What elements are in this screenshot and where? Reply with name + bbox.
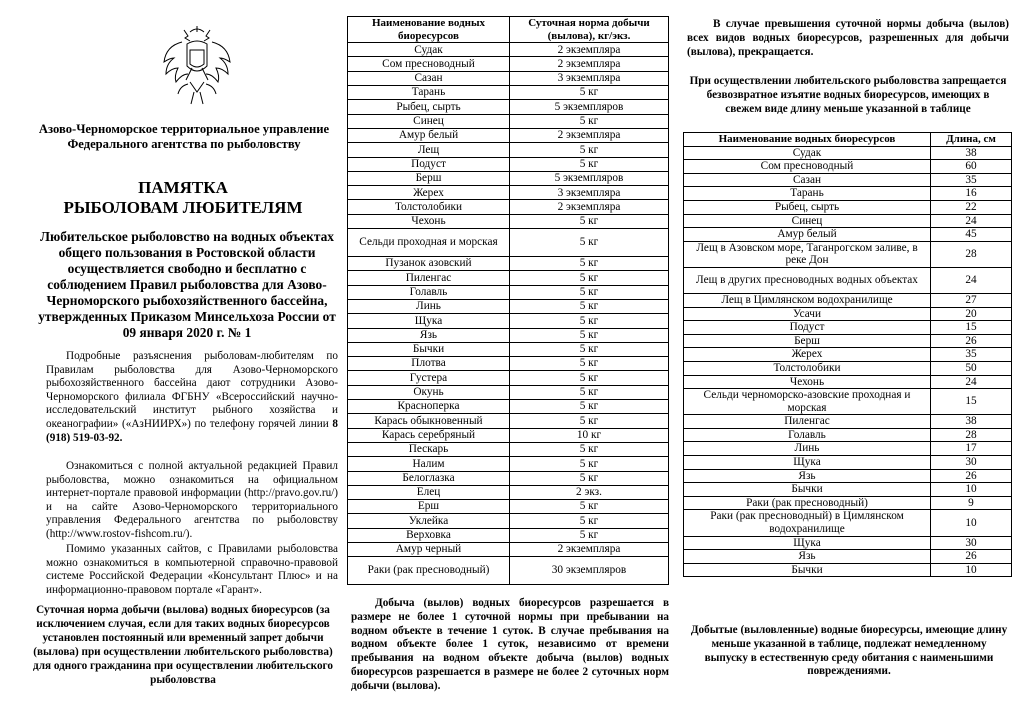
table-row: [348, 471, 669, 485]
value-cell: 10: [931, 510, 1012, 536]
species-cell: Линь: [348, 299, 510, 313]
value-cell: 26: [931, 334, 1012, 348]
species-cell: Судак: [348, 43, 510, 57]
value-cell: 5 кг: [510, 514, 669, 528]
species-cell: Амур белый: [348, 128, 510, 142]
species-cell: Щука: [684, 456, 931, 470]
value-cell: 5 кг: [510, 299, 669, 313]
table-row: [348, 128, 669, 142]
value-cell: 30 экземпляров: [510, 557, 669, 585]
value-cell: 5 кг: [510, 229, 669, 257]
table-row: [684, 200, 1012, 214]
value-cell: 30: [931, 536, 1012, 550]
table-row: [348, 385, 669, 399]
table-row: [684, 469, 1012, 483]
value-cell: 5 кг: [510, 414, 669, 428]
table-row: [348, 342, 669, 356]
species-cell: Голавль: [684, 428, 931, 442]
species-cell: Уклейка: [348, 514, 510, 528]
table-row: [684, 173, 1012, 187]
table-row: [684, 442, 1012, 456]
value-cell: 45: [931, 228, 1012, 242]
value-cell: 10: [931, 563, 1012, 577]
table-row: [348, 542, 669, 556]
table-row: [684, 375, 1012, 389]
table-row: [348, 100, 669, 114]
exceed-paragraph: В случае превышения суточной нормы добыча (вылов) всех видов водных биоресурсов, разрешенных для добычи (вылова), прекращается.: [687, 18, 1009, 58]
value-cell: 5 кг: [510, 385, 669, 399]
value-cell: 5 экземпляров: [510, 171, 669, 185]
min-length-table: [683, 132, 1012, 577]
species-cell: Карась серебряный: [348, 428, 510, 442]
table-row: [348, 400, 669, 414]
table-row: [348, 257, 669, 271]
daily-norm-heading: Суточная норма добычи (вылова) водных биоресурсов (за исключением случая, если для таких водных биоресурсов установлен постоянный или временный запрет добычи (вылова) при осуществлении любительского рыболовства) для одного гражданина при осуществлении любительского рыболовства: [33, 604, 333, 686]
table-row: [348, 114, 669, 128]
value-cell: 24: [931, 214, 1012, 228]
table-row: [684, 214, 1012, 228]
info-text: Подробные разъяснения рыболовам-любителям по Правилам рыболовства для Азово-Черноморского рыбохозяйственного бассейна дают сотрудники Азово-Черноморского филиала ФГБНУ «Всероссийский научно-исследовательский институт рыбного хозяйства и океанографии» («АзНИИРХ») по телефону горячей линии: [46, 350, 338, 430]
species-cell: Сом пресноводный: [348, 57, 510, 71]
species-cell: Подуст: [348, 157, 510, 171]
table-row: [348, 285, 669, 299]
min-size-heading: При осуществлении любительского рыболовства запрещается безвозвратное изъятие водных биоресурсов, имеющих в свежем виде длину меньше указанной в таблице: [689, 75, 1007, 115]
value-cell: 10: [931, 483, 1012, 497]
value-cell: 2 экземпляра: [510, 43, 669, 57]
value-cell: 5 кг: [510, 157, 669, 171]
table-row: [684, 389, 1012, 415]
value-cell: 5 кг: [510, 371, 669, 385]
organization-name: Азово-Черноморское территориальное управление Федерального агентства по рыболовству: [38, 122, 330, 151]
species-cell: Толстолобики: [684, 361, 931, 375]
table-row: [348, 514, 669, 528]
value-cell: 2 экземпляра: [510, 200, 669, 214]
table-row: [684, 415, 1012, 429]
table-row: [684, 496, 1012, 510]
table-row: [348, 71, 669, 85]
table-row: [348, 371, 669, 385]
table-row: [348, 200, 669, 214]
value-cell: 28: [931, 428, 1012, 442]
species-cell: Лещ в Цимлянском водохранилище: [684, 293, 931, 307]
value-cell: 3 экземпляра: [510, 186, 669, 200]
species-cell: Рыбец, сырть: [348, 100, 510, 114]
value-cell: 5 кг: [510, 471, 669, 485]
species-cell: Пузанок азовский: [348, 257, 510, 271]
rules-sources-paragraph: Ознакомиться с полной актуальной редакцией Правил рыболовства, можно ознакомиться на официальном интернет-портале правовой информации (http://pravo.gov.ru/) и на сайте Азово-Черноморского территориального управления Федерального агентства по рыболовству (http://www.rostov-fishcom.ru/).: [46, 460, 338, 540]
release-paragraph: Добытые (выловленные) водные биоресурсы, имеющие длину меньше указанной в таблице, подлежат немедленному выпуску в естественную среду обитания с наименьшими повреждениями.: [690, 624, 1008, 678]
value-cell: 3 экземпляра: [510, 71, 669, 85]
species-cell: Язь: [348, 328, 510, 342]
species-cell: Бычки: [684, 563, 931, 577]
value-cell: 16: [931, 187, 1012, 201]
value-cell: 5 экземпляров: [510, 100, 669, 114]
value-cell: 5 кг: [510, 257, 669, 271]
species-cell: Амур белый: [684, 228, 931, 242]
table-row: [348, 57, 669, 71]
legal-systems-paragraph: Помимо указанных сайтов, с Правилами рыболовства можно ознакомиться в компьютерной справочно-правовой системе Российской Федерации «Консультант Плюс» и на информационно-правовом портале «Гарант».: [46, 543, 338, 596]
species-cell: Амур черный: [348, 542, 510, 556]
value-cell: 20: [931, 307, 1012, 321]
species-cell: Щука: [348, 314, 510, 328]
value-cell: 2 экземпляра: [510, 128, 669, 142]
species-cell: Синец: [348, 114, 510, 128]
table-row: [684, 563, 1012, 577]
value-cell: 38: [931, 415, 1012, 429]
value-cell: 5 кг: [510, 86, 669, 100]
value-cell: 5 кг: [510, 271, 669, 285]
species-cell: Плотва: [348, 357, 510, 371]
species-cell: Щука: [684, 536, 931, 550]
species-cell: Берш: [684, 334, 931, 348]
species-cell: Ерш: [348, 500, 510, 514]
species-cell: Рыбец, сырть: [684, 200, 931, 214]
table-row: [684, 293, 1012, 307]
table-row: [684, 267, 1012, 293]
title-line-2: РЫБОЛОВАМ ЛЮБИТЕЛЯМ: [63, 198, 303, 217]
value-cell: 35: [931, 173, 1012, 187]
table-row: [348, 271, 669, 285]
value-cell: 5 кг: [510, 442, 669, 456]
value-cell: 15: [931, 321, 1012, 335]
value-cell: 24: [931, 375, 1012, 389]
table-row: [684, 361, 1012, 375]
column-header-length: Длина, см: [931, 133, 1012, 147]
species-cell: Бычки: [348, 342, 510, 356]
value-cell: 2 экз.: [510, 485, 669, 499]
value-cell: 5 кг: [510, 357, 669, 371]
species-cell: Белоглазка: [348, 471, 510, 485]
species-cell: Лещ: [348, 143, 510, 157]
table-row: [348, 171, 669, 185]
species-cell: Тарань: [684, 187, 931, 201]
value-cell: 5 кг: [510, 285, 669, 299]
value-cell: 60: [931, 160, 1012, 174]
species-cell: Красноперка: [348, 400, 510, 414]
table-row: [348, 43, 669, 57]
species-cell: Сазан: [348, 71, 510, 85]
table-row: [684, 160, 1012, 174]
value-cell: 15: [931, 389, 1012, 415]
table-row: [348, 414, 669, 428]
species-cell: Тарань: [348, 86, 510, 100]
table-row: [684, 428, 1012, 442]
species-cell: Раки (рак пресноводный): [348, 557, 510, 585]
table-row: [348, 86, 669, 100]
table-row: [684, 146, 1012, 160]
species-cell: Сельди проходная и морская: [348, 229, 510, 257]
species-cell: Жерех: [348, 186, 510, 200]
column-header-species: Наименование водных биоресурсов: [348, 17, 510, 43]
species-cell: Судак: [684, 146, 931, 160]
table-row: [684, 334, 1012, 348]
species-cell: Лещ в Азовском море, Таганрогском заливе, в реке Дон: [684, 241, 931, 267]
species-cell: Синец: [684, 214, 931, 228]
species-cell: Лещ в других пресноводных водных объектах: [684, 267, 931, 293]
table-row: [348, 557, 669, 585]
species-cell: Сазан: [684, 173, 931, 187]
title-line-1: ПАМЯТКА: [138, 178, 228, 197]
species-cell: Подуст: [684, 321, 931, 335]
value-cell: 30: [931, 456, 1012, 470]
value-cell: 35: [931, 348, 1012, 362]
table-row: [684, 348, 1012, 362]
table-row: [348, 357, 669, 371]
species-cell: Жерех: [684, 348, 931, 362]
table-row: [348, 528, 669, 542]
table-row: [348, 143, 669, 157]
value-cell: 26: [931, 550, 1012, 564]
value-cell: 50: [931, 361, 1012, 375]
value-cell: 24: [931, 267, 1012, 293]
value-cell: 28: [931, 241, 1012, 267]
table-row: [348, 229, 669, 257]
species-cell: Чехонь: [684, 375, 931, 389]
species-cell: Верховка: [348, 528, 510, 542]
species-cell: Пиленгас: [348, 271, 510, 285]
table-header-row: [348, 17, 669, 43]
value-cell: 5 кг: [510, 328, 669, 342]
value-cell: 5 кг: [510, 500, 669, 514]
species-cell: Сельди черноморско-азовские проходная и морская: [684, 389, 931, 415]
table-row: [348, 500, 669, 514]
table-header-row: [684, 133, 1012, 147]
daily-limit-paragraph: Добыча (вылов) водных биоресурсов разрешается в размере не более 1 суточной нормы при пребывании на водном объекте в течение 1 суток. В случае пребывания на водном объекте более 1 суток, независимо от времени пребывания на водном объекте добыча (вылов) водных биоресурсов разрешается в размере не более 2 суточных норм добычи (вылова).: [351, 597, 669, 692]
coat-of-arms-emblem: [162, 24, 232, 108]
value-cell: 22: [931, 200, 1012, 214]
column-header-species: Наименование водных биоресурсов: [684, 133, 931, 147]
table-row: [348, 442, 669, 456]
table-row: [684, 228, 1012, 242]
species-cell: Пескарь: [348, 442, 510, 456]
table-row: [684, 550, 1012, 564]
table-row: [684, 483, 1012, 497]
value-cell: 5 кг: [510, 457, 669, 471]
table-row: [348, 157, 669, 171]
species-cell: Пиленгас: [684, 415, 931, 429]
species-cell: Окунь: [348, 385, 510, 399]
species-cell: Раки (рак пресноводный) в Цимлянском водохранилище: [684, 510, 931, 536]
value-cell: 5 кг: [510, 314, 669, 328]
table-row: [348, 314, 669, 328]
species-cell: Язь: [684, 550, 931, 564]
table-row: [684, 187, 1012, 201]
table-row: [684, 536, 1012, 550]
table-row: [348, 186, 669, 200]
value-cell: 17: [931, 442, 1012, 456]
table-row: [348, 485, 669, 499]
table-row: [684, 321, 1012, 335]
table-row: [348, 299, 669, 313]
species-cell: Чехонь: [348, 214, 510, 228]
value-cell: 2 экземпляра: [510, 542, 669, 556]
species-cell: Голавль: [348, 285, 510, 299]
column-header-norm: Суточная норма добычи (вылова), кг/экз.: [510, 17, 669, 43]
species-cell: Усачи: [684, 307, 931, 321]
hotline-phone: 8 (918) 519-03-92.: [46, 417, 339, 444]
value-cell: 5 кг: [510, 342, 669, 356]
table-row: [348, 214, 669, 228]
value-cell: 2 экземпляра: [510, 57, 669, 71]
species-cell: Елец: [348, 485, 510, 499]
species-cell: Бычки: [684, 483, 931, 497]
species-cell: Карась обыкновенный: [348, 414, 510, 428]
value-cell: 26: [931, 469, 1012, 483]
species-cell: Налим: [348, 457, 510, 471]
species-cell: Язь: [684, 469, 931, 483]
value-cell: 5 кг: [510, 528, 669, 542]
value-cell: 27: [931, 293, 1012, 307]
table-row: [348, 328, 669, 342]
table-row: [348, 457, 669, 471]
table-row: [684, 307, 1012, 321]
table-row: [684, 241, 1012, 267]
value-cell: 5 кг: [510, 400, 669, 414]
species-cell: Берш: [348, 171, 510, 185]
value-cell: 9: [931, 496, 1012, 510]
value-cell: 5 кг: [510, 114, 669, 128]
species-cell: Густера: [348, 371, 510, 385]
intro-statement: Любительское рыболовство на водных объектах общего пользования в Ростовской области осуществляется свободно и бесплатно с соблюдением Правил рыболовства для Азово-Черноморского рыбохозяйственного бассейна, утвержденных Приказом Минсельхоза России от 09 января 2020 г. № 1: [38, 229, 336, 340]
species-cell: Сом пресноводный: [684, 160, 931, 174]
value-cell: 10 кг: [510, 428, 669, 442]
table-row: [684, 456, 1012, 470]
daily-norm-table: [347, 16, 669, 585]
species-cell: Раки (рак пресноводный): [684, 496, 931, 510]
table-row: [348, 428, 669, 442]
value-cell: 38: [931, 146, 1012, 160]
value-cell: 5 кг: [510, 143, 669, 157]
value-cell: 5 кг: [510, 214, 669, 228]
table-row: [684, 510, 1012, 536]
species-cell: Линь: [684, 442, 931, 456]
page-title: [28, 178, 338, 218]
info-paragraph: [46, 350, 338, 445]
species-cell: Толстолобики: [348, 200, 510, 214]
